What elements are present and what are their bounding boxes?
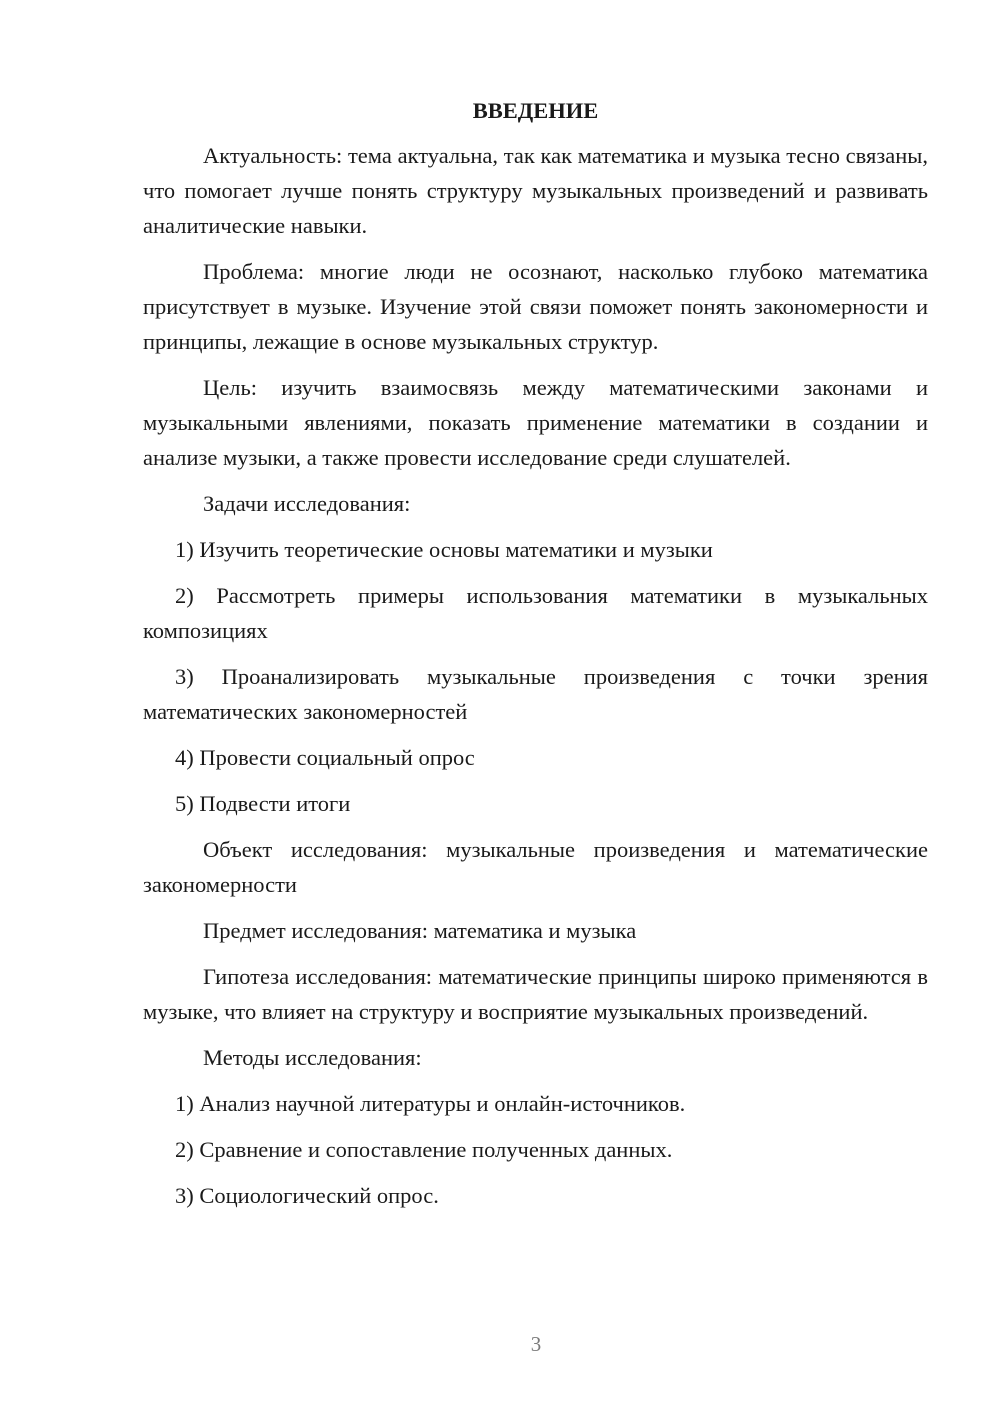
task-item: 3) Проанализировать музыкальные произведения с точки зрения математических закономерностей xyxy=(143,664,928,724)
goal-paragraph: Цель: изучить взаимосвязь между математическими законами и музыкальными явлениями, показать применение математики в создании и анализе музыки, а также провести исследование среди слушателей. xyxy=(143,375,928,470)
hypothesis-paragraph: Гипотеза исследования: математические принципы широко применяются в музыке, что влияет на структуру и восприятие музыкальных произведений. xyxy=(143,964,928,1024)
methods-heading: Методы исследования: xyxy=(203,1045,422,1070)
method-item: 1) Анализ научной литературы и онлайн-источников. xyxy=(175,1091,686,1116)
page-content xyxy=(143,93,928,1224)
method-item: 2) Сравнение и сопоставление полученных данных. xyxy=(175,1137,673,1162)
task-item: 5) Подвести итоги xyxy=(175,791,351,816)
relevance-paragraph: Актуальность: тема актуальна, так как математика и музыка тесно связаны, что помогает лучше понять структуру музыкальных произведений и развивать аналитические навыки. xyxy=(143,143,928,238)
subject-paragraph: Предмет исследования: математика и музыка xyxy=(203,918,637,943)
task-item: 4) Провести социальный опрос xyxy=(175,745,475,770)
task-item: 2) Рассмотреть примеры использования математики в музыкальных композициях xyxy=(143,583,928,643)
object-paragraph: Объект исследования: музыкальные произведения и математические закономерности xyxy=(143,837,928,897)
page-title: ВВЕДЕНИЕ xyxy=(472,98,599,123)
method-item: 3) Социологический опрос. xyxy=(175,1183,439,1208)
tasks-heading: Задачи исследования: xyxy=(203,491,411,516)
problem-paragraph: Проблема: многие люди не осознают, насколько глубоко математика присутствует в музыке. Изучение этой связи поможет понять закономерности и принципы, лежащие в основе музыкальных структур. xyxy=(143,259,928,354)
task-item: 1) Изучить теоретические основы математики и музыки xyxy=(175,537,713,562)
page-number: 3 xyxy=(530,1332,542,1356)
